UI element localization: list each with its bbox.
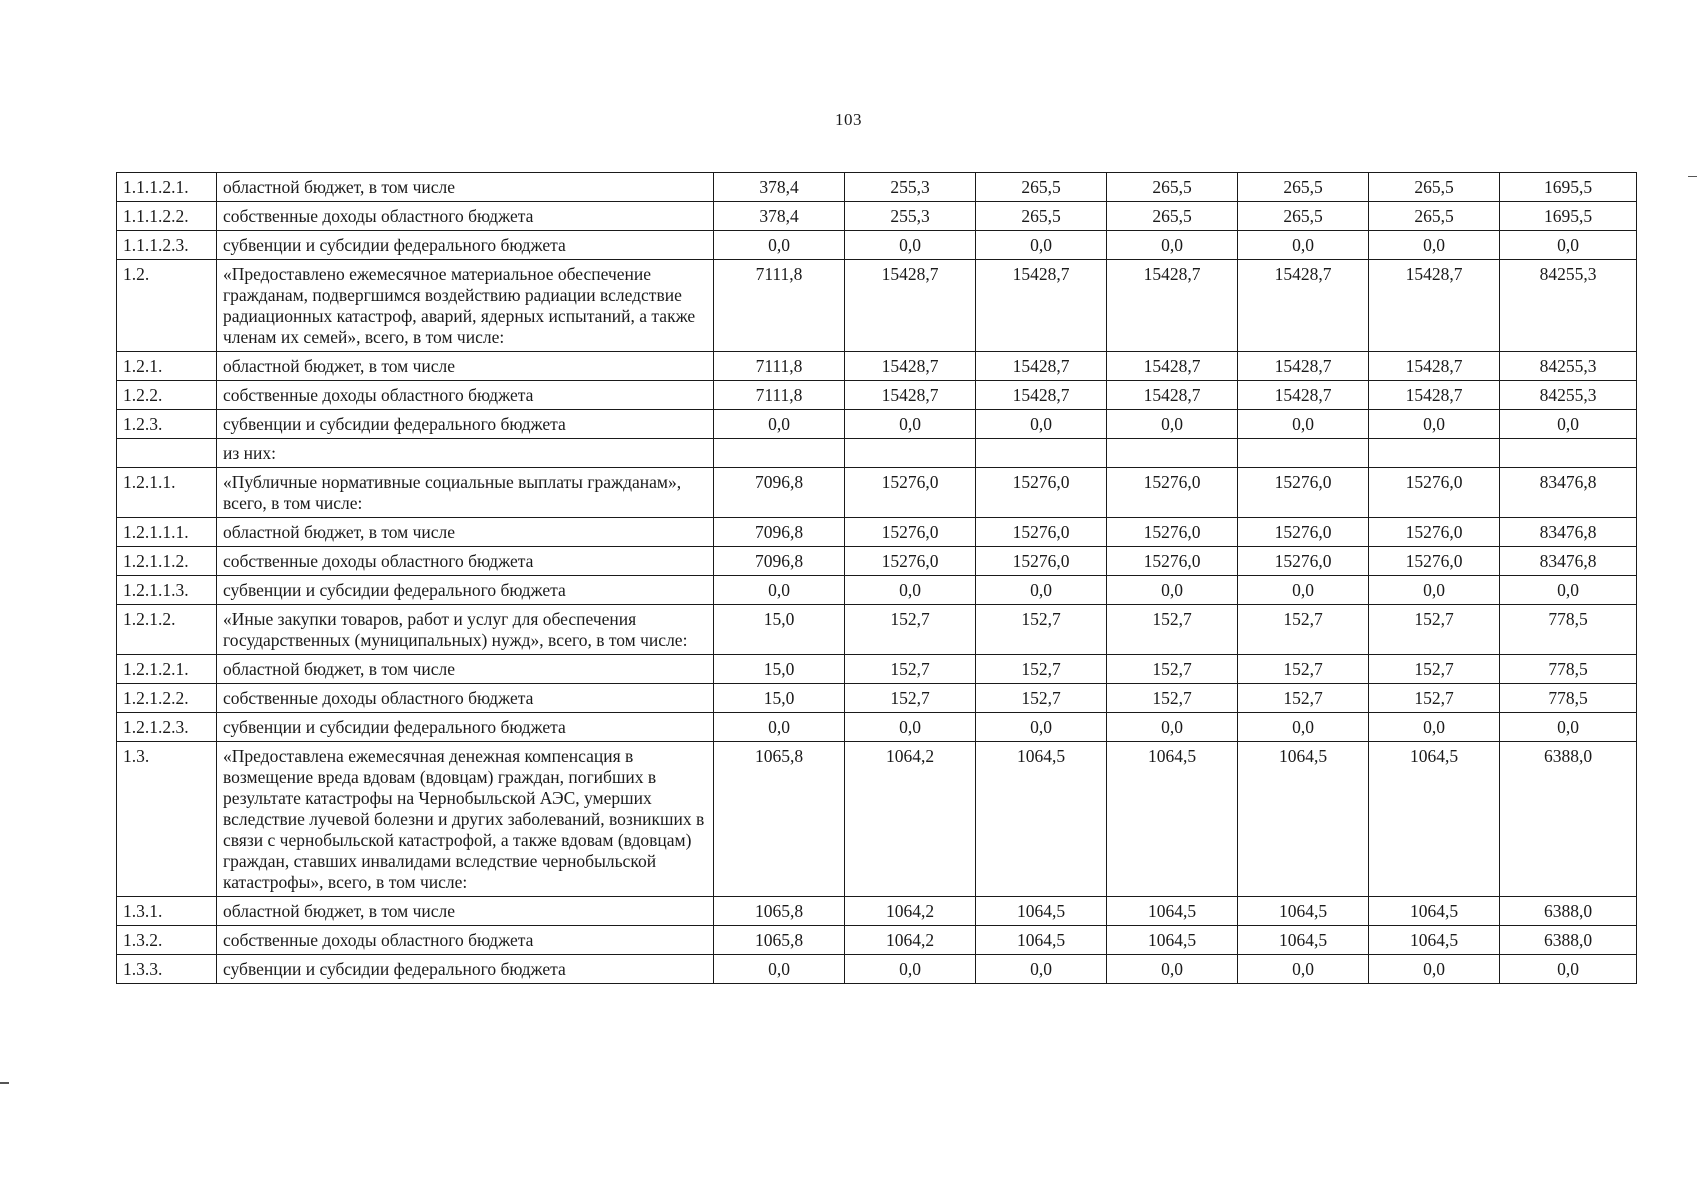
row-value: 378,4 bbox=[714, 202, 845, 231]
row-value: 15428,7 bbox=[976, 260, 1107, 352]
row-value: 15428,7 bbox=[1107, 381, 1238, 410]
row-value: 152,7 bbox=[1238, 655, 1369, 684]
scan-edge-mark-right bbox=[1688, 176, 1697, 177]
row-value: 1064,5 bbox=[976, 897, 1107, 926]
row-value: 0,0 bbox=[976, 713, 1107, 742]
row-value: 152,7 bbox=[976, 655, 1107, 684]
row-code: 1.2.1.2. bbox=[117, 605, 217, 655]
row-description: из них: bbox=[217, 439, 714, 468]
table-row bbox=[117, 576, 1637, 605]
row-code: 1.2.3. bbox=[117, 410, 217, 439]
page-number: 103 bbox=[835, 110, 862, 129]
row-value: 7096,8 bbox=[714, 468, 845, 518]
row-code bbox=[117, 439, 217, 468]
table-row bbox=[117, 468, 1637, 518]
row-value: 0,0 bbox=[976, 955, 1107, 984]
row-value: 152,7 bbox=[845, 655, 976, 684]
budget-table bbox=[116, 172, 1637, 984]
row-value bbox=[845, 439, 976, 468]
row-description: «Иные закупки товаров, работ и услуг для обеспечения государственных (муниципальных) нужд», всего, в том числе: bbox=[217, 605, 714, 655]
row-code: 1.2.1.1.3. bbox=[117, 576, 217, 605]
row-value: 778,5 bbox=[1500, 684, 1637, 713]
row-value: 0,0 bbox=[1107, 713, 1238, 742]
row-value: 1064,2 bbox=[845, 897, 976, 926]
row-value: 0,0 bbox=[1238, 713, 1369, 742]
row-value: 84255,3 bbox=[1500, 260, 1637, 352]
row-value bbox=[1500, 439, 1637, 468]
row-value: 152,7 bbox=[976, 605, 1107, 655]
row-value: 0,0 bbox=[845, 955, 976, 984]
row-value: 15276,0 bbox=[976, 468, 1107, 518]
row-value: 7111,8 bbox=[714, 260, 845, 352]
row-value: 15428,7 bbox=[1369, 381, 1500, 410]
row-value: 7111,8 bbox=[714, 352, 845, 381]
row-value: 15276,0 bbox=[1238, 468, 1369, 518]
table-row bbox=[117, 260, 1637, 352]
row-value: 0,0 bbox=[1369, 713, 1500, 742]
row-value: 1064,5 bbox=[1238, 926, 1369, 955]
row-value: 0,0 bbox=[1500, 576, 1637, 605]
row-value: 0,0 bbox=[1238, 576, 1369, 605]
row-value: 15,0 bbox=[714, 655, 845, 684]
row-value: 265,5 bbox=[1238, 202, 1369, 231]
row-value: 0,0 bbox=[1107, 955, 1238, 984]
row-value: 0,0 bbox=[845, 713, 976, 742]
row-value: 1695,5 bbox=[1500, 202, 1637, 231]
row-value: 15276,0 bbox=[1107, 518, 1238, 547]
row-value: 84255,3 bbox=[1500, 381, 1637, 410]
row-value: 265,5 bbox=[1369, 202, 1500, 231]
row-value: 1064,5 bbox=[1369, 742, 1500, 897]
row-value: 1064,2 bbox=[845, 926, 976, 955]
row-value: 0,0 bbox=[1500, 713, 1637, 742]
row-value: 0,0 bbox=[976, 410, 1107, 439]
row-value: 152,7 bbox=[1369, 605, 1500, 655]
row-value: 7111,8 bbox=[714, 381, 845, 410]
row-value: 84255,3 bbox=[1500, 352, 1637, 381]
row-value: 0,0 bbox=[714, 410, 845, 439]
row-value: 15428,7 bbox=[1238, 352, 1369, 381]
row-value: 15428,7 bbox=[1369, 260, 1500, 352]
row-value: 265,5 bbox=[976, 202, 1107, 231]
row-value: 378,4 bbox=[714, 173, 845, 202]
row-value: 15428,7 bbox=[976, 352, 1107, 381]
row-value: 255,3 bbox=[845, 173, 976, 202]
row-value: 0,0 bbox=[1107, 231, 1238, 260]
row-value: 152,7 bbox=[1369, 655, 1500, 684]
row-value: 15276,0 bbox=[976, 547, 1107, 576]
row-value: 1064,2 bbox=[845, 742, 976, 897]
row-value: 1064,5 bbox=[1369, 897, 1500, 926]
row-description: областной бюджет, в том числе bbox=[217, 897, 714, 926]
row-value: 152,7 bbox=[976, 684, 1107, 713]
row-value: 1064,5 bbox=[1369, 926, 1500, 955]
table-row bbox=[117, 173, 1637, 202]
row-value: 1064,5 bbox=[976, 742, 1107, 897]
table-row bbox=[117, 655, 1637, 684]
row-value: 15276,0 bbox=[1369, 518, 1500, 547]
row-description: областной бюджет, в том числе bbox=[217, 352, 714, 381]
row-value: 1064,5 bbox=[1107, 742, 1238, 897]
row-value: 255,3 bbox=[845, 202, 976, 231]
row-value: 15276,0 bbox=[1369, 547, 1500, 576]
row-value: 152,7 bbox=[1107, 684, 1238, 713]
row-value: 15,0 bbox=[714, 684, 845, 713]
row-value: 83476,8 bbox=[1500, 518, 1637, 547]
table-row bbox=[117, 202, 1637, 231]
row-description: субвенции и субсидии федерального бюджета bbox=[217, 576, 714, 605]
row-code: 1.1.1.2.1. bbox=[117, 173, 217, 202]
row-description: субвенции и субсидии федерального бюджета bbox=[217, 955, 714, 984]
row-value: 7096,8 bbox=[714, 547, 845, 576]
row-description: собственные доходы областного бюджета bbox=[217, 926, 714, 955]
row-description: субвенции и субсидии федерального бюджета bbox=[217, 713, 714, 742]
row-value: 15276,0 bbox=[845, 547, 976, 576]
row-value: 0,0 bbox=[1500, 231, 1637, 260]
row-value: 1065,8 bbox=[714, 926, 845, 955]
table-row bbox=[117, 926, 1637, 955]
row-value: 1065,8 bbox=[714, 897, 845, 926]
row-value: 265,5 bbox=[976, 173, 1107, 202]
row-value: 0,0 bbox=[976, 576, 1107, 605]
row-code: 1.2. bbox=[117, 260, 217, 352]
row-value: 15276,0 bbox=[976, 518, 1107, 547]
row-value: 0,0 bbox=[1369, 410, 1500, 439]
row-value: 1064,5 bbox=[1107, 926, 1238, 955]
row-value: 0,0 bbox=[1107, 410, 1238, 439]
row-value bbox=[1238, 439, 1369, 468]
row-value: 0,0 bbox=[714, 576, 845, 605]
row-value: 152,7 bbox=[1238, 684, 1369, 713]
row-value: 1064,5 bbox=[976, 926, 1107, 955]
table-row bbox=[117, 547, 1637, 576]
row-value: 152,7 bbox=[845, 684, 976, 713]
row-value: 15428,7 bbox=[976, 381, 1107, 410]
row-value: 15428,7 bbox=[1369, 352, 1500, 381]
row-description: собственные доходы областного бюджета bbox=[217, 547, 714, 576]
table-row bbox=[117, 352, 1637, 381]
row-value: 0,0 bbox=[1238, 955, 1369, 984]
row-value: 15276,0 bbox=[1238, 518, 1369, 547]
row-value: 15276,0 bbox=[845, 518, 976, 547]
row-value: 0,0 bbox=[1238, 231, 1369, 260]
row-code: 1.2.2. bbox=[117, 381, 217, 410]
row-value: 15428,7 bbox=[845, 260, 976, 352]
row-code: 1.3.2. bbox=[117, 926, 217, 955]
row-value bbox=[1107, 439, 1238, 468]
row-value: 83476,8 bbox=[1500, 468, 1637, 518]
scan-edge-mark-left bbox=[0, 1082, 9, 1084]
row-value: 6388,0 bbox=[1500, 742, 1637, 897]
row-value: 0,0 bbox=[1500, 955, 1637, 984]
row-description: собственные доходы областного бюджета bbox=[217, 381, 714, 410]
table-row bbox=[117, 742, 1637, 897]
table-row bbox=[117, 713, 1637, 742]
row-value: 778,5 bbox=[1500, 655, 1637, 684]
row-code: 1.2.1.2.2. bbox=[117, 684, 217, 713]
row-code: 1.2.1.1. bbox=[117, 468, 217, 518]
row-value: 0,0 bbox=[714, 231, 845, 260]
row-value: 152,7 bbox=[1238, 605, 1369, 655]
table-row bbox=[117, 684, 1637, 713]
row-description: собственные доходы областного бюджета bbox=[217, 684, 714, 713]
row-value: 778,5 bbox=[1500, 605, 1637, 655]
row-value: 15428,7 bbox=[1238, 260, 1369, 352]
row-value: 1064,5 bbox=[1238, 897, 1369, 926]
table-row bbox=[117, 381, 1637, 410]
row-code: 1.3.1. bbox=[117, 897, 217, 926]
row-code: 1.3. bbox=[117, 742, 217, 897]
table-row bbox=[117, 231, 1637, 260]
row-value: 0,0 bbox=[1500, 410, 1637, 439]
row-value: 0,0 bbox=[714, 955, 845, 984]
row-value: 0,0 bbox=[845, 410, 976, 439]
row-value: 1064,5 bbox=[1107, 897, 1238, 926]
row-code: 1.2.1.2.3. bbox=[117, 713, 217, 742]
row-description: «Предоставлена ежемесячная денежная компенсация в возмещение вреда вдовам (вдовцам) граждан, погибших в результате катастрофы на Чернобыльской АЭС, умерших вследствие лучевой болезни и других заболеваний, возникших в связи с чернобыльской катастрофой, а также вдовам (вдовцам) граждан, ставших инвалидами вследствие чернобыльской катастрофы», всего, в том числе: bbox=[217, 742, 714, 897]
table-row bbox=[117, 897, 1637, 926]
row-code: 1.2.1.1.1. bbox=[117, 518, 217, 547]
row-value: 83476,8 bbox=[1500, 547, 1637, 576]
row-value: 265,5 bbox=[1107, 202, 1238, 231]
row-description: «Публичные нормативные социальные выплаты гражданам», всего, в том числе: bbox=[217, 468, 714, 518]
row-value: 15428,7 bbox=[1107, 260, 1238, 352]
row-value: 6388,0 bbox=[1500, 897, 1637, 926]
row-value: 0,0 bbox=[976, 231, 1107, 260]
row-description: областной бюджет, в том числе bbox=[217, 173, 714, 202]
row-description: «Предоставлено ежемесячное материальное обеспечение гражданам, подвергшимся воздействию радиации вследствие радиационных катастроф, аварий, ядерных испытаний, а также членам их семей», всего, в том числе: bbox=[217, 260, 714, 352]
row-value: 15276,0 bbox=[1107, 468, 1238, 518]
row-value: 6388,0 bbox=[1500, 926, 1637, 955]
row-value: 152,7 bbox=[845, 605, 976, 655]
row-description: областной бюджет, в том числе bbox=[217, 518, 714, 547]
row-code: 1.2.1.1.2. bbox=[117, 547, 217, 576]
row-value: 0,0 bbox=[1369, 955, 1500, 984]
table-row bbox=[117, 439, 1637, 468]
row-description: областной бюджет, в том числе bbox=[217, 655, 714, 684]
row-description: субвенции и субсидии федерального бюджета bbox=[217, 410, 714, 439]
row-value: 15,0 bbox=[714, 605, 845, 655]
row-value: 1064,5 bbox=[1238, 742, 1369, 897]
row-value: 0,0 bbox=[1369, 231, 1500, 260]
row-value: 152,7 bbox=[1107, 655, 1238, 684]
row-value: 1065,8 bbox=[714, 742, 845, 897]
row-code: 1.2.1. bbox=[117, 352, 217, 381]
row-value: 15428,7 bbox=[1107, 352, 1238, 381]
row-description: субвенции и субсидии федерального бюджета bbox=[217, 231, 714, 260]
row-value: 15428,7 bbox=[845, 352, 976, 381]
row-value: 1695,5 bbox=[1500, 173, 1637, 202]
row-value bbox=[714, 439, 845, 468]
row-code: 1.2.1.2.1. bbox=[117, 655, 217, 684]
row-value: 15276,0 bbox=[1369, 468, 1500, 518]
row-value: 0,0 bbox=[1107, 576, 1238, 605]
budget-table-body bbox=[117, 173, 1637, 984]
row-code: 1.3.3. bbox=[117, 955, 217, 984]
row-value: 0,0 bbox=[845, 576, 976, 605]
row-value: 15276,0 bbox=[1107, 547, 1238, 576]
table-row bbox=[117, 518, 1637, 547]
table-row bbox=[117, 410, 1637, 439]
row-value: 152,7 bbox=[1369, 684, 1500, 713]
row-value: 7096,8 bbox=[714, 518, 845, 547]
row-value: 152,7 bbox=[1107, 605, 1238, 655]
row-description: собственные доходы областного бюджета bbox=[217, 202, 714, 231]
row-value: 0,0 bbox=[714, 713, 845, 742]
table-row bbox=[117, 605, 1637, 655]
row-value bbox=[976, 439, 1107, 468]
row-value: 0,0 bbox=[1369, 576, 1500, 605]
row-value: 0,0 bbox=[1238, 410, 1369, 439]
row-value: 15428,7 bbox=[1238, 381, 1369, 410]
row-value: 265,5 bbox=[1238, 173, 1369, 202]
row-value bbox=[1369, 439, 1500, 468]
row-code: 1.1.1.2.3. bbox=[117, 231, 217, 260]
row-value: 265,5 bbox=[1369, 173, 1500, 202]
table-row bbox=[117, 955, 1637, 984]
row-value: 0,0 bbox=[845, 231, 976, 260]
row-value: 265,5 bbox=[1107, 173, 1238, 202]
row-code: 1.1.1.2.2. bbox=[117, 202, 217, 231]
row-value: 15428,7 bbox=[845, 381, 976, 410]
row-value: 15276,0 bbox=[845, 468, 976, 518]
row-value: 15276,0 bbox=[1238, 547, 1369, 576]
